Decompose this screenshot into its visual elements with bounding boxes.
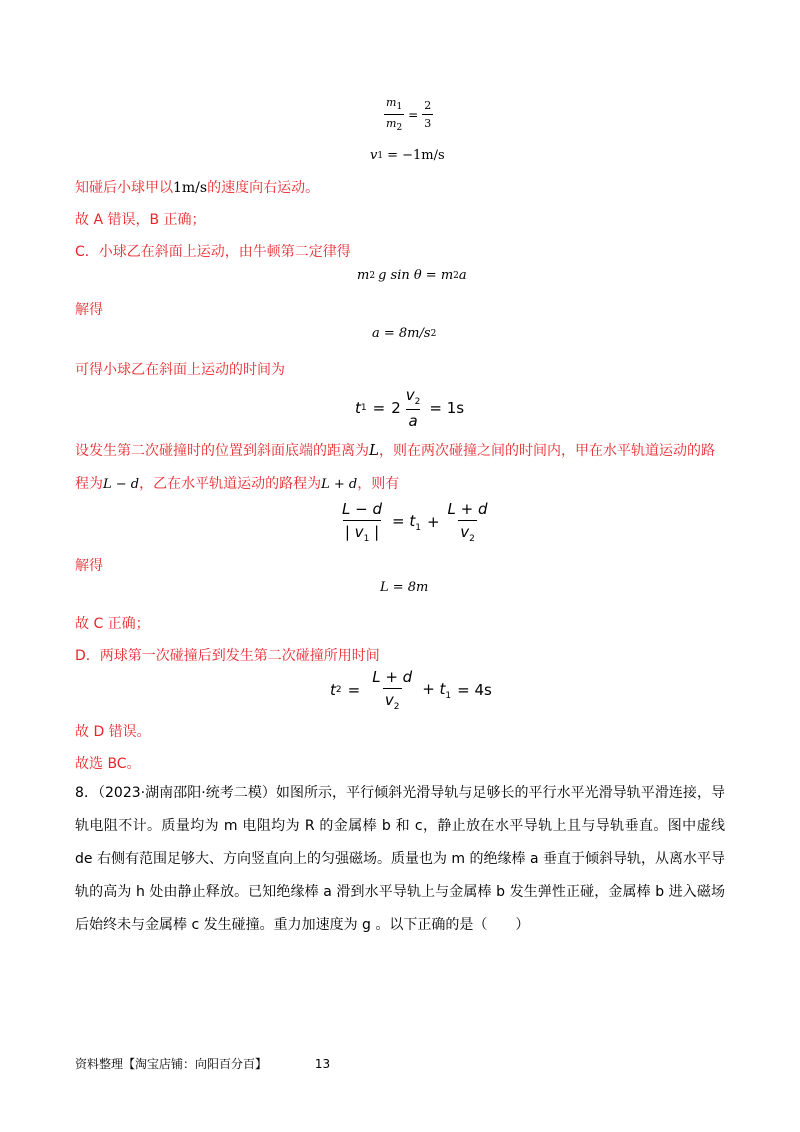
text-line-4: 解得 [75,302,103,318]
text-line-2: 故 A 错误，B 正确； [75,212,206,228]
text-paragraph-6: 设发生第二次碰撞时的位置到斜面底端的距离为L，则在两次碰撞之间的时间内，甲在水平轨道运动的路 程为L − d，乙在水平轨道运动的路程为L + d，则有 [75,441,715,492]
page-number: 13 [314,1057,331,1071]
equation-t1: t 1 = 2 $\frac{v_2}{a}$ = 1s [355,386,465,430]
text-line-10: 故 D 错误。 [75,724,151,740]
text-line-8: 故 C 正确； [75,616,150,632]
equation-distance: $\frac{L - d}{| v_1 |}$ = $t_1$ + $\frac{L + d}{v_2}$ [342,500,488,544]
text-line-11: 故选 BC。 [75,756,141,772]
equation-L: L = 8m [380,580,429,595]
text-line-3: C．小球乙在斜面上运动，由牛顿第二定律得 [75,244,351,260]
text-line-5: 可得小球乙在斜面上运动的时间为 [75,362,285,378]
equation-v1: v 1 = −1m/s [370,148,445,163]
footer-source: 资料整理【淘宝店铺：向阳百分百】 [75,1057,268,1071]
equation-newton: m 2 g sin θ = m 2 a [357,268,467,283]
equation-acceleration: a = 8m/s 2 [372,326,437,341]
text-line-7: 解得 [75,558,103,574]
text-line-1: 知碰后小球甲以1m/s的速度向右运动。 [75,180,320,196]
equation-t2: t 2 = $\frac{L + d}{v_2}$ + $t_1$ = 4s [330,668,492,712]
problem-8-text: 8．（2023·湖南邵阳·统考二模）如图所示，平行倾斜光滑导轨与足够长的平行水平光滑导轨平滑连接，导轨电阻不计。质量均为 m 电阻均为 R 的金属棒 b 和 c，静止放在水平导轨上且与导轨垂直。图中虚线 de 右侧有范围足够大、方向竖直向上的匀强磁场。质量也为 m 的绝缘棒 a 垂直于倾斜导轨，从离水平导轨的高为 h 处由静止释放。已知绝缘棒 a 滑到水平导轨上与金属棒 b 发生弹性正碰，金属棒 b 进入磁场后始终未与金属棒 c 发生碰撞。重力加速度为 g 。以下正确的是（ ） [75,785,725,933]
equation-mass-ratio: $\frac{m_1}{m_2}$ = $\frac{2}{3}$ [386,96,432,134]
text-line-9: D．两球第一次碰撞后到发生第二次碰撞所用时间 [75,648,380,664]
page-footer [75,1055,330,1072]
